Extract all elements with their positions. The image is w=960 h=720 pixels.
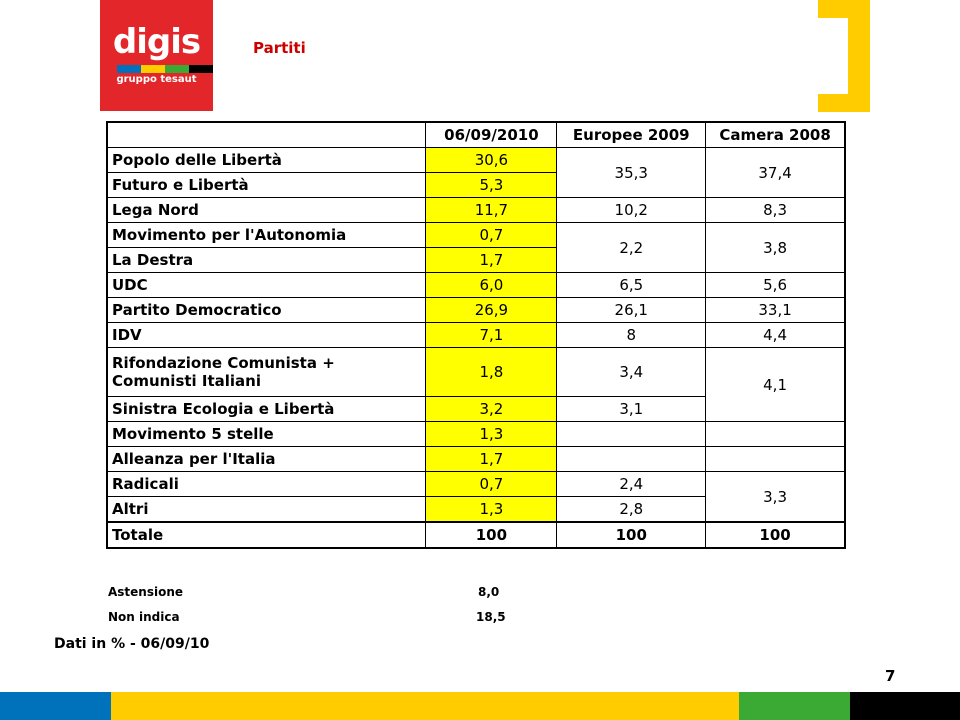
- bracket-bottom: [818, 94, 870, 112]
- data-source-note: Dati in % - 06/09/10: [54, 636, 210, 652]
- value-cam2008: 3,3: [706, 472, 845, 523]
- note-astensione-label: Astensione: [108, 585, 184, 599]
- footer-bar-yellow: [111, 692, 739, 720]
- value-eu2009: 2,2: [557, 223, 706, 273]
- party-name: La Destra: [107, 248, 426, 273]
- table-row: [107, 447, 845, 472]
- value-eu2009: 6,5: [557, 273, 706, 298]
- slide-title: Partiti: [253, 39, 306, 57]
- value-eu2009: 3,1: [557, 397, 706, 422]
- party-name: Radicali: [107, 472, 426, 497]
- header-eu2009: Europee 2009: [557, 122, 706, 148]
- table-row: [107, 148, 845, 173]
- value-2010: 30,6: [426, 148, 557, 173]
- value-2010: 1,3: [426, 497, 557, 523]
- value-2010: 5,3: [426, 173, 557, 198]
- value-eu2009: [557, 447, 706, 472]
- logo-bar-blue: [117, 65, 141, 73]
- party-name: Futuro e Libertà: [107, 173, 426, 198]
- value-cam2008: [706, 422, 845, 447]
- value-2010: 1,3: [426, 422, 557, 447]
- value-cam2008: 37,4: [706, 148, 845, 198]
- total-eu2009: 100: [557, 522, 706, 548]
- value-cam2008: 33,1: [706, 298, 845, 323]
- page-number: 7: [885, 667, 896, 685]
- footer-color-bar: [0, 692, 960, 720]
- header-cam2008: Camera 2008: [706, 122, 845, 148]
- value-cam2008: 4,4: [706, 323, 845, 348]
- value-eu2009: 2,8: [557, 497, 706, 523]
- bracket-decoration: [818, 0, 870, 112]
- value-cam2008: 3,8: [706, 223, 845, 273]
- value-2010: 7,1: [426, 323, 557, 348]
- value-2010: 1,7: [426, 447, 557, 472]
- party-name: Partito Democratico: [107, 298, 426, 323]
- value-eu2009: [557, 422, 706, 447]
- table-total-row: [107, 522, 845, 548]
- value-2010: 0,7: [426, 472, 557, 497]
- value-2010: 26,9: [426, 298, 557, 323]
- table-row: [107, 323, 845, 348]
- value-eu2009: 2,4: [557, 472, 706, 497]
- party-name: Movimento per l'Autonomia: [107, 223, 426, 248]
- party-name: Rifondazione Comunista + Comunisti Italiani: [107, 348, 426, 397]
- footer-bar-blue: [0, 692, 111, 720]
- value-cam2008: 4,1: [706, 348, 845, 422]
- value-cam2008: [706, 447, 845, 472]
- value-2010: 1,8: [426, 348, 557, 397]
- party-name: UDC: [107, 273, 426, 298]
- value-2010: 3,2: [426, 397, 557, 422]
- value-eu2009: 8: [557, 323, 706, 348]
- value-cam2008: 5,6: [706, 273, 845, 298]
- header-2010: 06/09/2010: [426, 122, 557, 148]
- party-name: Movimento 5 stelle: [107, 422, 426, 447]
- note-nonindica-label: Non indica: [108, 610, 180, 624]
- logo-tagline: gruppo tesaut: [116, 74, 197, 85]
- logo-bar-black: [189, 65, 213, 73]
- value-2010: 1,7: [426, 248, 557, 273]
- party-name: Altri: [107, 497, 426, 523]
- total-cam2008: 100: [706, 522, 845, 548]
- note-nonindica-value: 18,5: [476, 610, 506, 624]
- party-name: Lega Nord: [107, 198, 426, 223]
- value-2010: 0,7: [426, 223, 557, 248]
- value-2010: 6,0: [426, 273, 557, 298]
- logo-wordmark: digis: [112, 22, 201, 62]
- value-eu2009: 35,3: [557, 148, 706, 198]
- party-name: Sinistra Ecologia e Libertà: [107, 397, 426, 422]
- footer-bar-black: [850, 692, 960, 720]
- table-row: [107, 298, 845, 323]
- party-name: Alleanza per l'Italia: [107, 447, 426, 472]
- table-row: [107, 273, 845, 298]
- table-row: [107, 472, 845, 497]
- table-row: [107, 223, 845, 248]
- table-row: [107, 348, 845, 397]
- value-eu2009: 26,1: [557, 298, 706, 323]
- digis-logo: [100, 0, 213, 111]
- table-row: [107, 422, 845, 447]
- total-label: Totale: [107, 522, 426, 548]
- value-2010: 11,7: [426, 198, 557, 223]
- value-eu2009: 3,4: [557, 348, 706, 397]
- header-party: [107, 122, 426, 148]
- total-2010: 100: [426, 522, 557, 548]
- note-astensione-value: 8,0: [478, 585, 500, 599]
- table-header-row: [107, 122, 845, 148]
- logo-color-bar: [117, 65, 213, 73]
- table-row: [107, 198, 845, 223]
- value-eu2009: 10,2: [557, 198, 706, 223]
- party-name: Popolo delle Libertà: [107, 148, 426, 173]
- logo-bar-yellow: [141, 65, 165, 73]
- party-name: IDV: [107, 323, 426, 348]
- results-table: [106, 121, 846, 549]
- logo-bar-green: [165, 65, 189, 73]
- footer-bar-green: [739, 692, 850, 720]
- value-cam2008: 8,3: [706, 198, 845, 223]
